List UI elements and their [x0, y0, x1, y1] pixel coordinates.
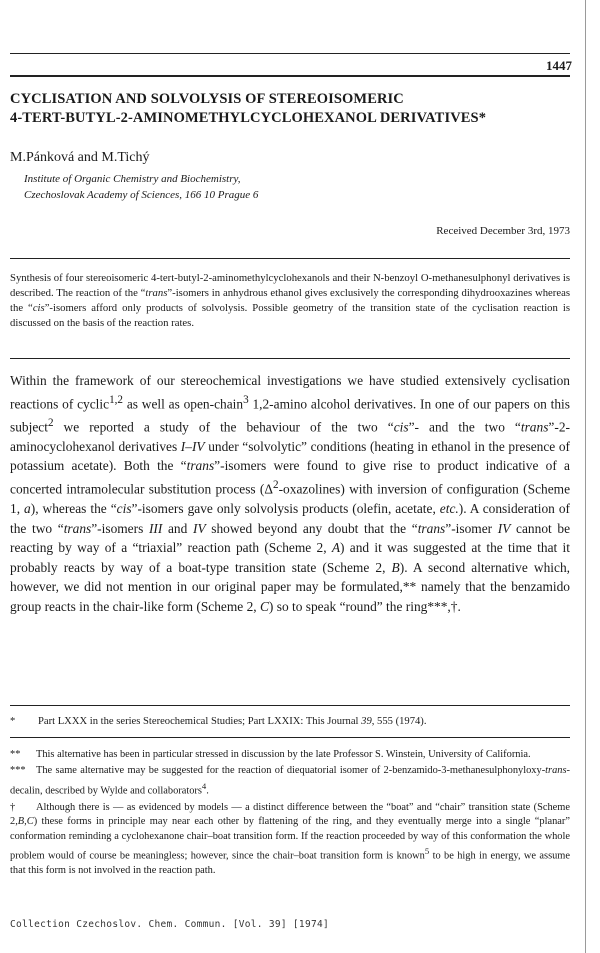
body-text: showed beyond any doubt that the “ [205, 520, 418, 536]
body-text: Within the framework of our stereochemical investigations we have studied extensively cyclisation reactions of cyclic [10, 373, 570, 412]
body-text: ”-isomers were found to give rise to product indicative of a concerted intramolecular substitution process (Δ [10, 458, 571, 497]
footnote-rule-2 [10, 737, 570, 738]
body-italic: B [391, 559, 400, 575]
body-text: ”-isomers [91, 520, 149, 536]
body-italic: I–IV [180, 438, 205, 454]
affiliation [24, 171, 258, 203]
body-text: -oxazolines) with inversion of configuration (Scheme 1, [10, 481, 571, 516]
abstract [10, 271, 570, 331]
abstract-cis: cis [32, 302, 45, 314]
body-text: 1,2-amino alcohol derivatives. In one of our papers on this subject [10, 396, 570, 435]
abstract-trans: trans [145, 287, 168, 299]
superscript: 2 [273, 478, 279, 491]
body-italic: cis [393, 419, 409, 435]
title-line-1: CYCLISATION AND SOLVOLYSIS OF STEREOISOMERIC [10, 91, 404, 107]
footnote-mark: ** [10, 749, 21, 760]
body-text: ), whereas the “ [30, 500, 117, 516]
received-date: Received December 3rd, 1973 [436, 225, 570, 237]
title-line-2: 4-TERT-BUTYL-2-AMINOMETHYLCYCLOHEXANOL DERIVATIVES* [10, 110, 487, 126]
citation: 1,2 [109, 393, 124, 406]
abstract-rule-top [10, 258, 570, 259]
footnote-text: . [206, 785, 209, 797]
footnote-item [10, 764, 570, 798]
footnote-item [10, 801, 570, 879]
citation: 2 [47, 416, 54, 429]
page-number: 1447 [546, 58, 572, 73]
body-text: we reported a study of the behaviour of the two “ [53, 419, 394, 435]
body-text: under “solvolytic” conditions (heating in ethanol in the presence of potassium acetate). Both the “ [10, 438, 570, 474]
header-rule-top [10, 53, 570, 54]
body-paragraph [10, 371, 570, 617]
body-italic: cis [116, 500, 132, 516]
footnote-text: , 555 (1974). [371, 716, 427, 727]
footnote-text: to be high in energy, we assume that this form is not involved in the reaction path. [10, 850, 571, 876]
body-italic: trans [186, 458, 215, 474]
article-title [10, 90, 570, 128]
body-text: ”-2-aminocyclohexanol derivatives [10, 419, 570, 454]
body-text: as well as open-chain [123, 396, 244, 412]
citation: 5 [424, 845, 430, 856]
body-italic: trans [63, 520, 92, 536]
body-text: ). A consideration of the two “ [10, 500, 570, 536]
footnote-rule [10, 705, 570, 706]
footnote-mark: * [10, 716, 16, 727]
body-italic: IV [192, 520, 206, 536]
body-text: ”-isomers gave only solvolysis products (olefin, acetate, [131, 500, 440, 516]
affiliation-line-2: Czechoslovak Academy of Sciences, 166 10 Prague 6 [24, 189, 259, 201]
affiliation-line-1: Institute of Organic Chemistry and Biochemistry, [24, 173, 241, 185]
body-italic: IV [497, 520, 511, 536]
body-text: ”-isomer [445, 520, 498, 536]
footnote-italic: trans [545, 765, 567, 777]
authors: M.Pánková and M.Tichý [10, 150, 150, 165]
citation: 3 [243, 393, 249, 406]
footnote-mark: *** [10, 765, 26, 777]
body-text: and [162, 520, 193, 536]
footnote-italic: B,C [17, 816, 34, 828]
citation: 4 [201, 780, 207, 791]
footnote-text: This alternative has been in particular stressed in discussion by the late Professor S. Winstein, University of California. [36, 749, 531, 760]
body-text: cannot be reacting by way of a “triaxial” reaction path (Scheme 2, [10, 520, 571, 556]
body-text: ) and it was suggested at the time that it probably reacts by way of a boat-type transition state (Scheme 2, [10, 540, 570, 575]
body-text: ). A second alternative which, however, we did not mention in our original paper may be formulated,** namely that the benzamido group reacts in the chair-like form (Scheme 2, [10, 559, 570, 614]
body-italic: a [24, 500, 31, 516]
body-text: ”- and the two “ [408, 419, 521, 435]
header-rule-bottom [10, 75, 570, 77]
body-italic: trans [520, 419, 549, 435]
abstract-rule-bottom [10, 358, 570, 359]
footnote-text: ) these forms in principle may near each other by flattening of the ring, and they eventually merge into a single “planar” conformation reminding a cyclohexanone chair–boat transition form. If the reaction proceeded by way of this conformation the whole problem would of course be meaningless; however, since the chair–boat transition form is known [10, 816, 570, 862]
abstract-text: Synthesis of four stereoisomeric 4-tert-butyl-2-aminomethylcyclohexanols and their N-benzoyl O-methanesulphonyl derivatives is described. The reaction of the “ [10, 272, 570, 299]
body-italic: A [331, 540, 341, 556]
body-italic: III [148, 520, 163, 536]
abstract-text: ”-isomers afford only products of solvolysis. Possible geometry of the transition state of the cyclisation reaction is discussed on the basis of the reaction rates. [10, 302, 570, 329]
body-italic: etc. [439, 500, 459, 516]
page-edge-line [585, 0, 586, 953]
body-text: ) so to speak “round” the ring***,†. [268, 598, 461, 614]
body-italic: trans [417, 520, 446, 536]
footnote-italic: 39 [361, 716, 372, 727]
journal-footer: Collection Czechoslov. Chem. Commun. [Vol. 39] [1974] [10, 919, 330, 930]
footnote-text: -decalin, described by Wylde and collaborators [10, 765, 570, 797]
footnote-text: Although there is — as evidenced by models — a distinct difference between the “boat” and “chair” transition state (Scheme 2, [10, 801, 570, 828]
footnote-item [10, 748, 570, 762]
footnote-mark: † [10, 801, 16, 813]
footnote-text: Part LXXX in the series Stereochemical Studies; Part LXXIX: This Journal [38, 716, 362, 727]
footnotes [10, 748, 570, 880]
footnote-text: The same alternative may be suggested for the reaction of diequatorial isomer of 2-benzamido-3-methanesulphonyloxy- [36, 765, 546, 777]
footnote-series [10, 716, 570, 727]
body-italic: C [259, 598, 269, 614]
abstract-text: ”-isomers in anhydrous ethanol gives exclusively the corresponding dihydrooxazines whereas the “ [10, 287, 570, 314]
